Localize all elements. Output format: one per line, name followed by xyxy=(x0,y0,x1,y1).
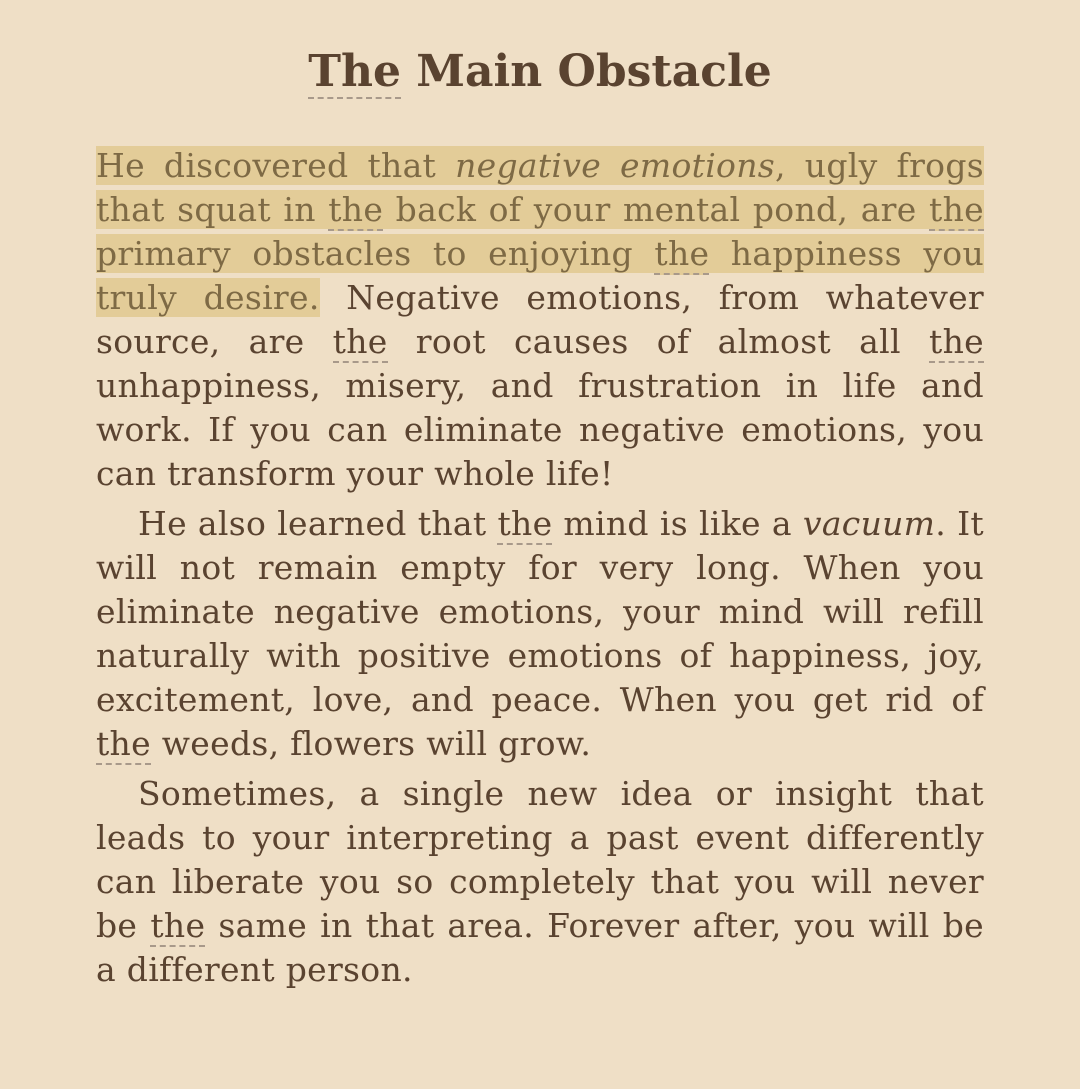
text-run: same in that area. Forever after, you will be a different person. xyxy=(96,906,984,989)
chapter-title-text: Main Obstacle xyxy=(400,46,772,97)
paragraph xyxy=(96,772,984,992)
highlighted-text[interactable]: primary obstacles to enjoying xyxy=(96,234,655,273)
paragraph xyxy=(96,144,984,496)
text-run: mind is like a xyxy=(552,504,803,543)
text-run: . It will not remain empty for very long. When you eliminate negative emotions, your mind will refill naturally with positive emotions of happiness, joy, excitement, love, and peace. When you get rid of xyxy=(96,504,984,719)
text-run: weeds, flowers will grow. xyxy=(150,724,592,763)
highlighted-italic-text[interactable]: negative emotions xyxy=(455,146,776,185)
dictionary-word[interactable]: the xyxy=(96,724,151,763)
text-run: root causes of almost all xyxy=(387,322,930,361)
reader-page xyxy=(96,40,984,992)
text-run: unhappiness, misery, and frustration in life and work. If you can eliminate negative emotions, you can transform your whole life! xyxy=(96,366,984,493)
highlighted-text[interactable]: , ugly frogs that squat in xyxy=(96,146,984,229)
dictionary-word[interactable]: the xyxy=(150,906,206,945)
text-run: Negative emotions, from whatever source, are xyxy=(96,278,984,361)
paragraph xyxy=(96,502,984,766)
chapter-title xyxy=(96,40,984,104)
dictionary-word[interactable]: the xyxy=(497,504,553,543)
dictionary-word[interactable]: the xyxy=(332,322,388,361)
text-run: He also learned that xyxy=(138,504,498,543)
dictionary-word[interactable]: The xyxy=(308,46,401,97)
italic-text: vacuum xyxy=(802,504,936,543)
chapter-body xyxy=(96,144,984,992)
dictionary-word[interactable]: the xyxy=(929,190,984,229)
dictionary-word[interactable]: the xyxy=(929,322,984,361)
highlighted-text[interactable]: happiness you truly desire. xyxy=(96,234,985,317)
highlighted-text[interactable]: back of your mental pond, are xyxy=(383,190,930,229)
text-run: Sometimes, a single new idea or insight that leads to your interpreting a past event differently can liberate you so completely that you will never be xyxy=(96,774,984,945)
dictionary-word[interactable]: the xyxy=(654,234,710,273)
highlighted-text[interactable]: He discovered that xyxy=(96,146,456,185)
dictionary-word[interactable]: the xyxy=(328,190,384,229)
